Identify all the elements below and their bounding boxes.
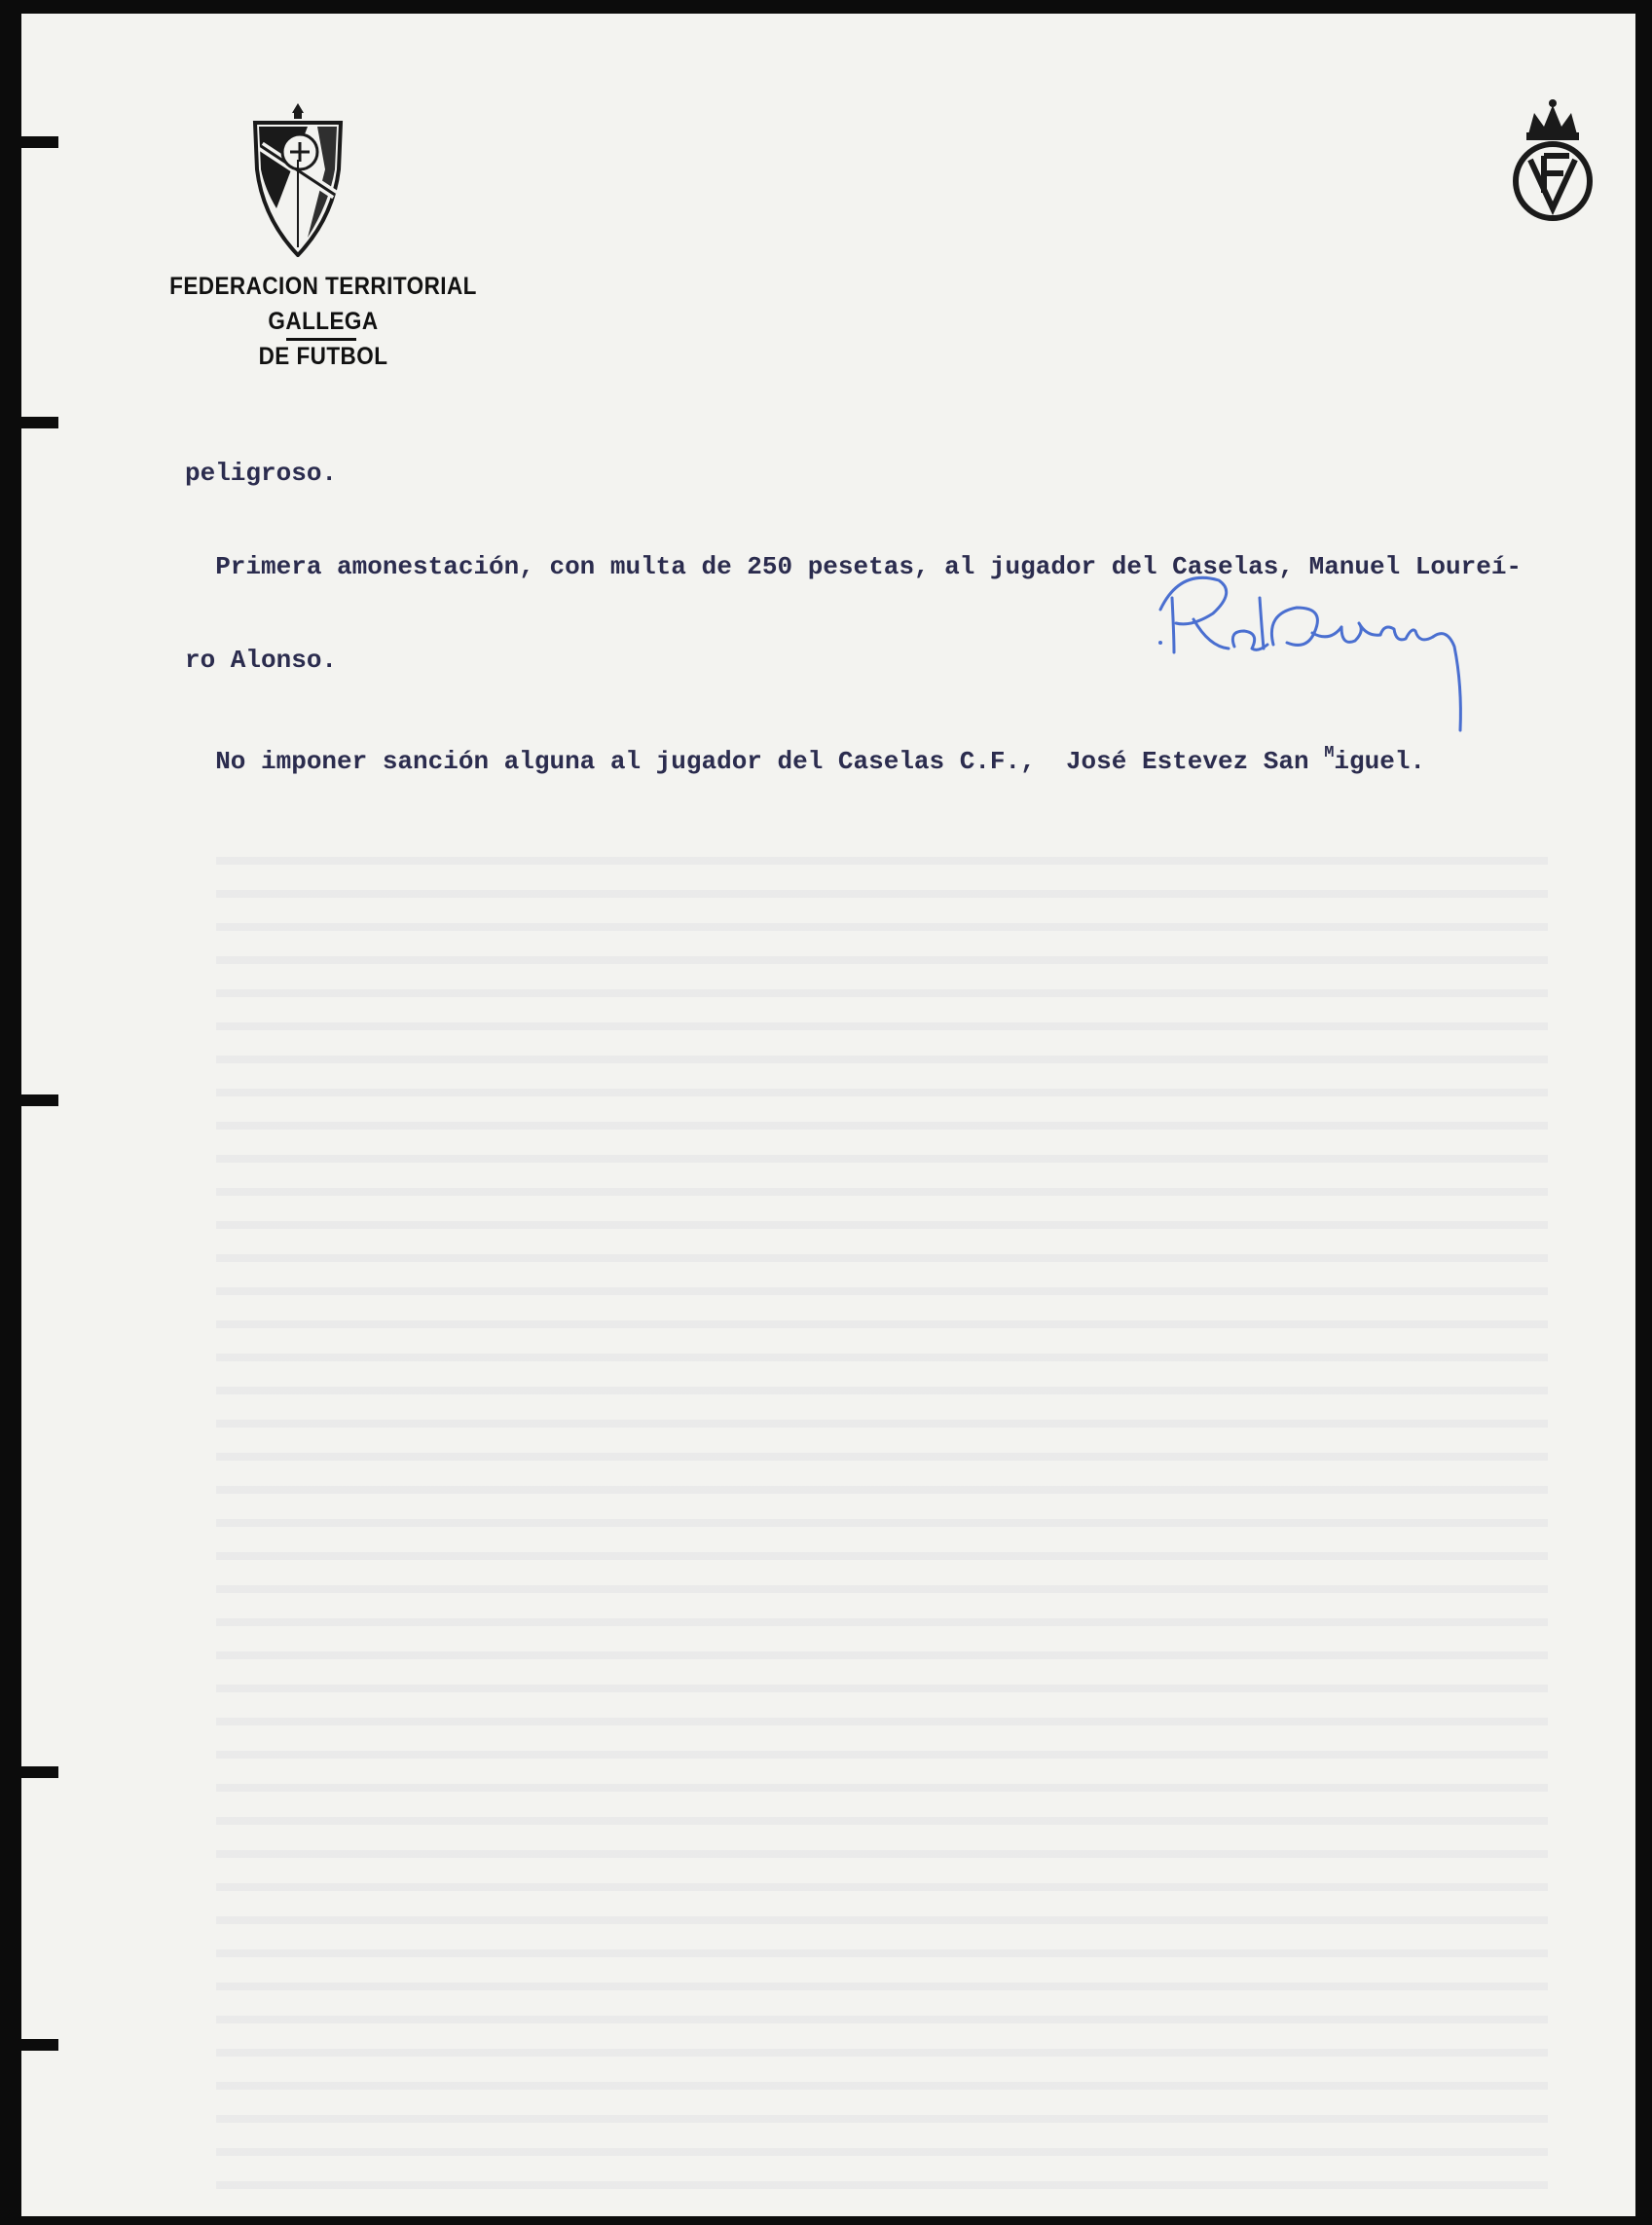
header-underline	[286, 338, 356, 341]
body-line: peligroso.	[185, 459, 338, 488]
torn-edge-mark	[21, 417, 58, 428]
org-name-line2: DE FUTBOL	[258, 343, 388, 370]
document-page	[21, 14, 1635, 2216]
shield-emblem-icon	[249, 101, 347, 257]
body-line-text: iguel.	[1334, 747, 1426, 776]
torn-edge-mark	[21, 136, 58, 148]
torn-edge-mark	[21, 1094, 58, 1106]
handwritten-signature	[1151, 559, 1501, 744]
crowned-crest-icon	[1509, 99, 1597, 226]
body-line-text: No imponer sanción alguna al jugador del Caselas C.F., José Estevez San	[185, 747, 1325, 776]
body-line: ro Alonso.	[185, 646, 338, 675]
torn-edge-mark	[21, 1766, 58, 1778]
org-name-line1: FEDERACION TERRITORIAL GALLEGA	[169, 273, 477, 335]
torn-edge-mark	[21, 2039, 58, 2051]
organization-name	[113, 269, 533, 374]
body-line: Primera amonestación, con multa de 250 pesetas, al jugador del Caselas, Manuel Loureí-	[185, 552, 1523, 581]
superscript-correction: M	[1324, 744, 1335, 762]
bleed-through-texture	[216, 832, 1548, 2195]
